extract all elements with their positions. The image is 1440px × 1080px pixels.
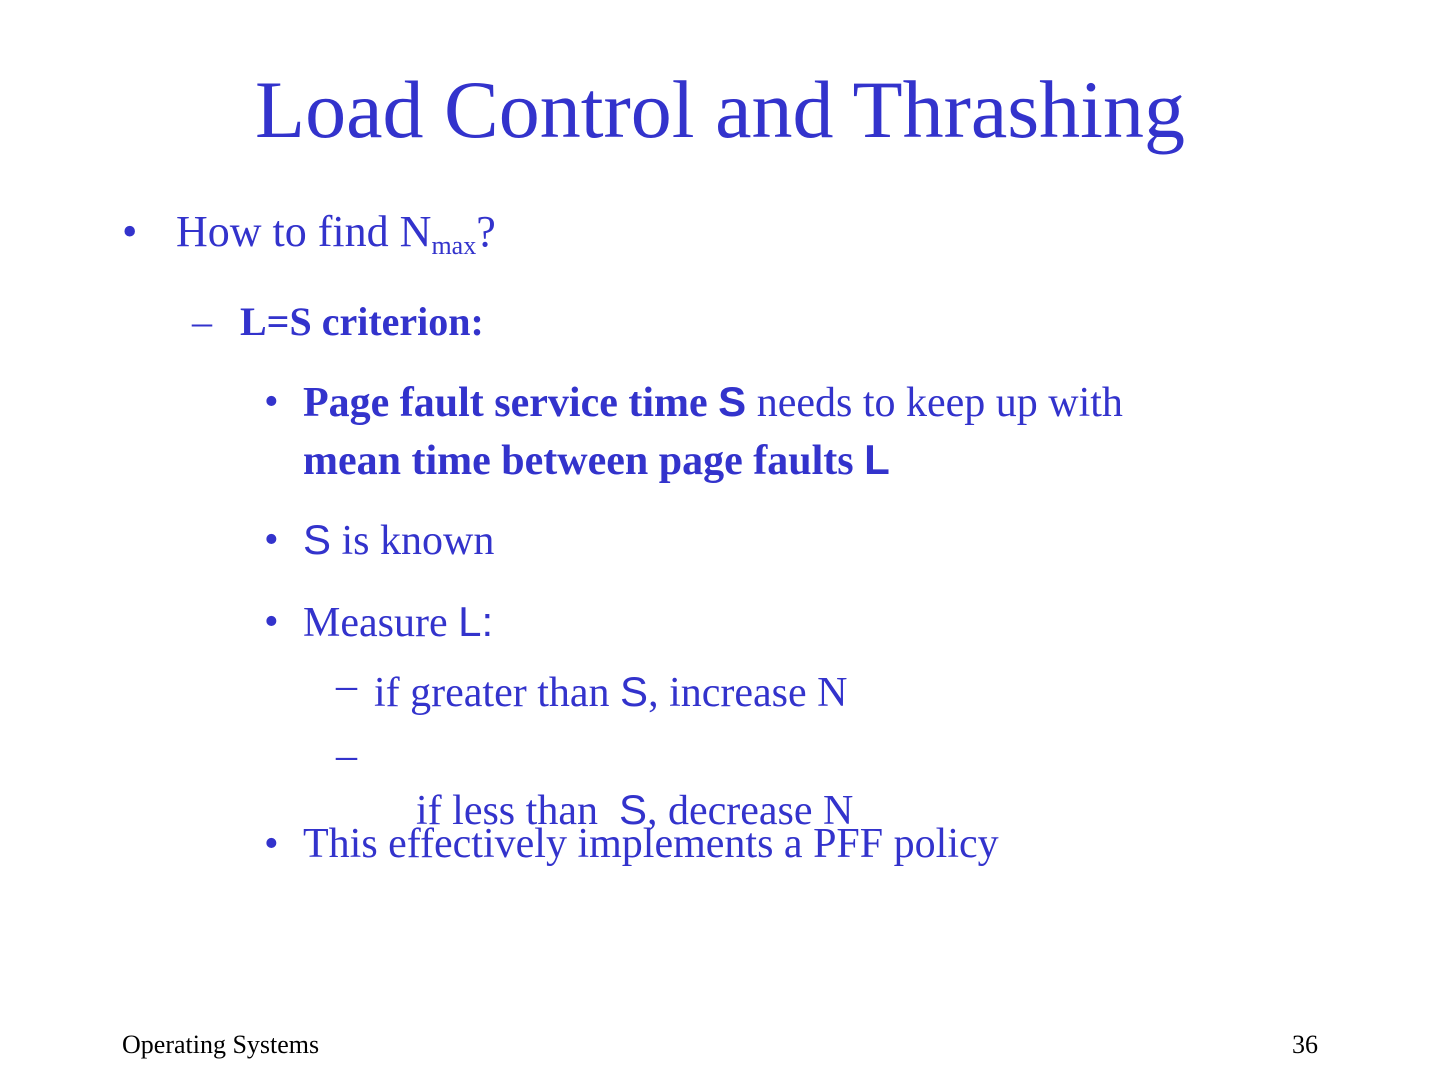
- item-symbol-s: S: [718, 378, 747, 425]
- item-symbol-l: L: [458, 598, 482, 645]
- bullet-dot: •: [264, 599, 279, 645]
- bullet-text: How to find N: [176, 207, 432, 256]
- item-bold-b: mean time between page faults: [303, 438, 865, 484]
- bullet-after: ?: [476, 207, 496, 256]
- subitem-text-b: , decrease N: [646, 788, 854, 834]
- criterion-text: L=S criterion:: [240, 299, 484, 344]
- subitem-symbol-s: S: [620, 668, 649, 715]
- bullet-dot: •: [264, 517, 279, 563]
- item-symbol-s: S: [303, 516, 332, 563]
- subitem-symbol-s: S: [618, 786, 647, 833]
- item-after: :: [481, 598, 494, 645]
- dash-marker: –: [336, 663, 357, 709]
- item-bold-a: Page fault service time: [303, 380, 719, 426]
- item-text: This effectively implements a PFF policy: [303, 821, 999, 867]
- slide-title: Load Control and Thrashing: [255, 64, 1185, 155]
- subitem-text-a: if less than: [416, 788, 619, 834]
- bullet-dot: •: [264, 379, 279, 425]
- bullet-dot: •: [122, 207, 138, 256]
- item-text: Measure: [303, 600, 459, 646]
- dash-marker: –: [192, 299, 212, 344]
- subitem-text-b: , increase N: [648, 670, 848, 716]
- subitem-text-a: if greater than: [374, 670, 621, 716]
- bullet-subscript: max: [431, 231, 477, 260]
- item-plain: needs to keep up with: [746, 380, 1123, 426]
- dash-marker: –: [336, 733, 357, 779]
- bullet-dot: •: [264, 821, 279, 867]
- item-symbol-l: L: [864, 436, 890, 483]
- footer-page-number: 36: [1292, 1030, 1318, 1059]
- item-text: is known: [331, 518, 495, 564]
- footer-course: Operating Systems: [122, 1030, 320, 1059]
